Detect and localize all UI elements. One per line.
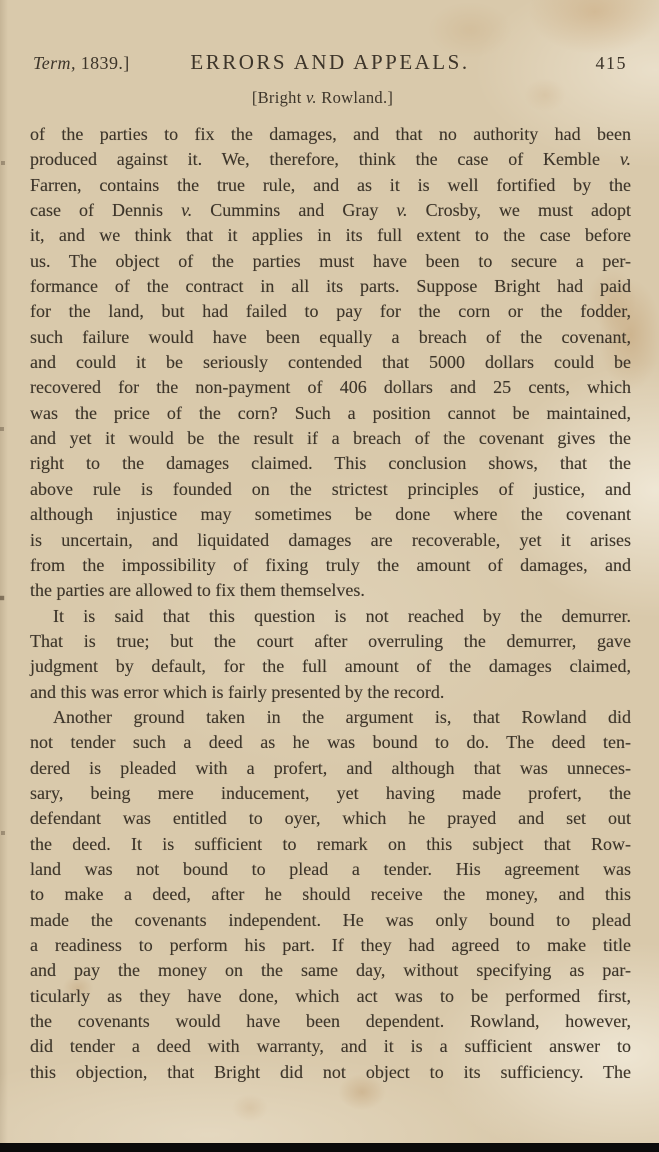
text-line: is uncertain, and liquidated damages are recoverable, yet it arises [30, 529, 631, 550]
text-line: the parties are allowed to fix them themselves. [30, 580, 365, 601]
text-line: and pay the money on the same day, without specifying as par- [30, 960, 631, 981]
text-line: case of Dennis v. Cummins and Gray v. Crosby, we must adopt [30, 200, 631, 221]
text-line: formance of the contract in all its parts. Suppose Bright had paid [30, 276, 631, 297]
text-line: Another ground taken in the argument is, that Rowland did [53, 706, 631, 727]
text-line: and yet it would be the result if a breach of the covenant gives the [30, 428, 631, 449]
case-caption: [Bright v. Rowland.] [251, 88, 394, 107]
paragraph [30, 604, 631, 705]
text-line: recovered for the non-payment of 406 dollars and 25 cents, which [30, 377, 631, 398]
text-line: defendant was entitled to oyer, which he prayed and set out [30, 808, 631, 829]
page-body [30, 122, 631, 1085]
paragraph [30, 705, 631, 1085]
text-line: us. The object of the parties must have been to secure a per- [30, 250, 631, 271]
text-line: produced against it. We, therefore, think the case of Kemble v. [30, 149, 631, 170]
term-date-label [33, 53, 181, 74]
text-line: such failure would have been equally a breach of the covenant, [30, 326, 631, 347]
text-line: this objection, that Bright did not object to its sufficiency. The [30, 1061, 631, 1082]
text-line: not tender such a deed as he was bound to do. The deed ten- [30, 732, 631, 753]
text-line: right to the damages claimed. This conclusion shows, that the [30, 453, 631, 474]
page-number: 415 [595, 53, 627, 73]
text-line: made the covenants independent. He was only bound to plead [30, 909, 631, 930]
text-line: ticularly as they have done, which act was to be performed first, [30, 985, 631, 1006]
term-year: 1839.] [75, 53, 130, 73]
text-line: for the land, but had failed to pay for the corn or the fodder, [30, 301, 631, 322]
text-line: it, and we think that it applies in its full extent to the case before [30, 225, 631, 246]
text-line: above rule is founded on the strictest principles of justice, and [30, 478, 631, 499]
text-line: Farren, contains the true rule, and as it is well fortified by the [30, 174, 631, 195]
text-line: sary, being mere inducement, yet having made profert, the [30, 782, 631, 803]
text-line: It is said that this question is not reached by the demurrer. [53, 605, 631, 626]
text-line: of the parties to fix the damages, and that no authority had been [30, 124, 631, 144]
text-line: and could it be seriously contended that 5000 dollars could be [30, 352, 631, 373]
text-line: from the impossibility of fixing truly the amount of damages, and [30, 554, 631, 575]
text-line: the covenants would have been dependent. Rowland, however, [30, 1011, 631, 1032]
text-line: the deed. It is sufficient to remark on this subject that Row- [30, 833, 631, 854]
text-line: That is true; but the court after overruling the demurrer, gave [30, 630, 631, 651]
text-line: judgment by default, for the full amount of the damages claimed, [30, 656, 631, 677]
text-line: dered is pleaded with a profert, and although that was unneces- [30, 757, 631, 778]
running-header [33, 50, 627, 75]
term-word-italic: Term, [33, 53, 76, 73]
text-line: did tender a deed with warranty, and it is a sufficient answer to [30, 1036, 631, 1057]
text-line: a readiness to perform his part. If they had agreed to make title [30, 935, 631, 955]
scan-edge-bar [0, 1143, 659, 1152]
text-line: was the price of the corn? Such a position cannot be maintained, [30, 402, 631, 423]
text-line: to make a deed, after he should receive the money, and this [30, 884, 631, 905]
text-line: land was not bound to plead a tender. His agreement was [30, 858, 631, 879]
text-line: although injustice may sometimes be done where the covenant [30, 504, 631, 525]
page-title: ERRORS AND APPEALS. [190, 50, 470, 74]
text-line: and this was error which is fairly presented by the record. [30, 681, 445, 702]
paragraph [30, 122, 631, 604]
scan-specks [0, 0, 2, 2]
